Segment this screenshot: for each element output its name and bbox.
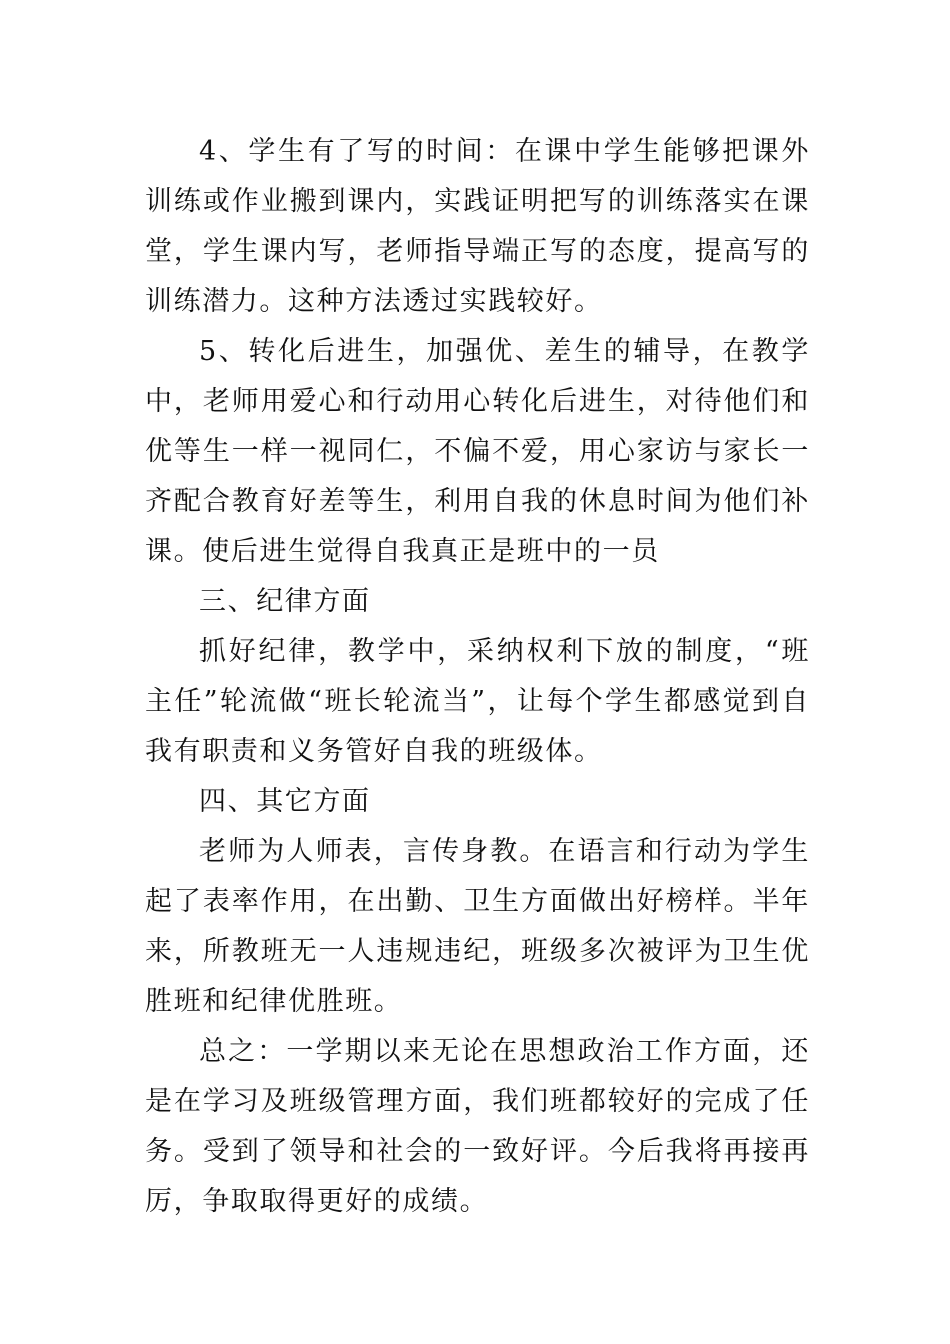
paragraph-item-5: 5、转化后进生，加强优、差生的辅导，在教学中，老师用爱心和行动用心转化后进生，对待他们和优等生一样一视同仁，不偏不爱，用心家访与家长一齐配合教育好差等生，利用自我的休息时间为他们补课。使后进生觉得自我真正是班中的一员 bbox=[145, 336, 810, 567]
section-heading-other: 四、其它方面 bbox=[199, 786, 371, 817]
paragraph-item-4: 4、学生有了写的时间：在课中学生能够把课外训练或作业搬到课内，实践证明把写的训练落实在课堂，学生课内写，老师指导端正写的态度，提高写的训练潜力。这种方法透过实践较好。 bbox=[145, 136, 810, 317]
section-heading-discipline: 三、纪律方面 bbox=[199, 586, 371, 617]
document-body bbox=[145, 127, 810, 1227]
paragraph-summary: 总之：一学期以来无论在思想政治工作方面，还是在学习及班级管理方面，我们班都较好的完成了任务。受到了领导和社会的一致好评。今后我将再接再厉，争取取得更好的成绩。 bbox=[145, 1036, 810, 1217]
paragraph-discipline: 抓好纪律，教学中，采纳权利下放的制度，“班主任”轮流做“班长轮流当”，让每个学生都感觉到自我有职责和义务管好自我的班级体。 bbox=[145, 636, 810, 767]
paragraph-other: 老师为人师表，言传身教。在语言和行动为学生起了表率作用，在出勤、卫生方面做出好榜样。半年来，所教班无一人违规违纪，班级多次被评为卫生优胜班和纪律优胜班。 bbox=[145, 836, 810, 1017]
